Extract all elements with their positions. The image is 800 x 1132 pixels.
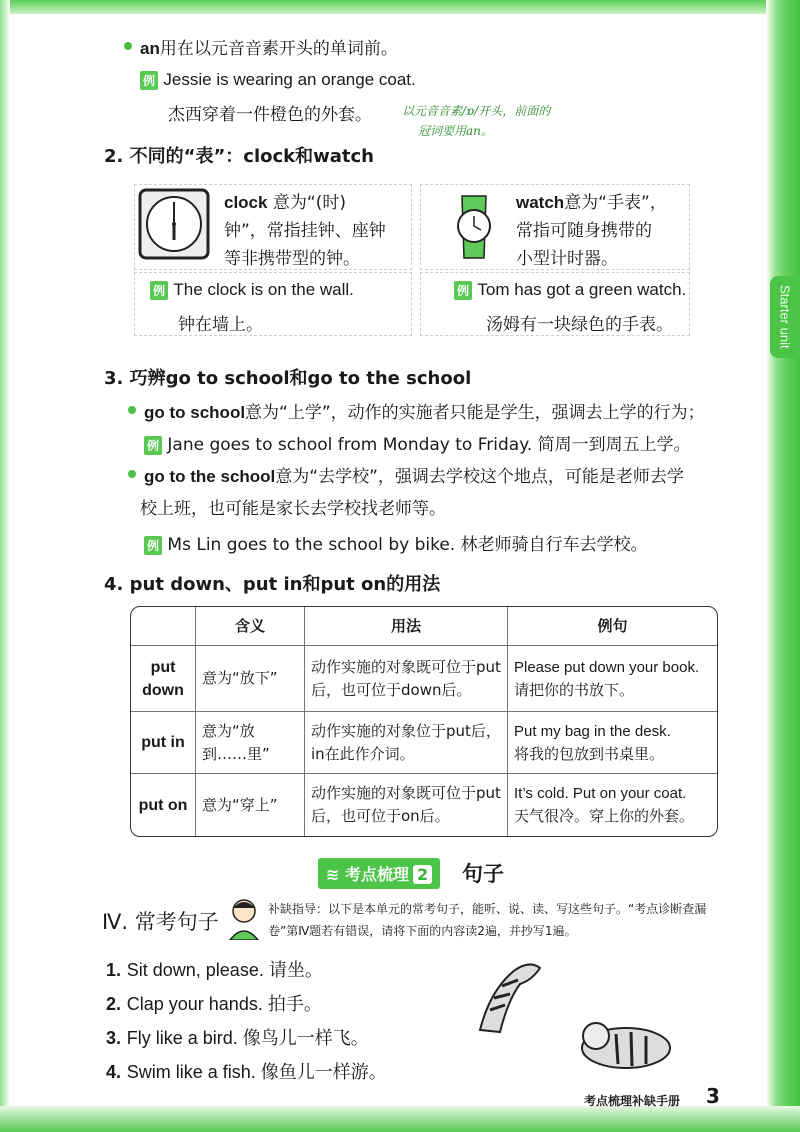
clock-example-en: The clock is on the wall. [173, 280, 354, 299]
sentence-item [106, 1024, 369, 1050]
clock-example-zh: 钟在墙上。 [178, 315, 263, 335]
example-tag: 例 [454, 281, 472, 300]
sentence-text: Sit down, please. 请坐。 [126, 960, 323, 980]
watch-desc-1 [516, 188, 667, 213]
part4-heading: Ⅳ. 常考句子 [102, 910, 219, 934]
table-cell-example [508, 774, 717, 836]
page-number: 3 [706, 1084, 720, 1108]
watch-desc-1-text: 意为“手表”， [564, 193, 667, 213]
section3-title: 3. 巧辨go to school和go to the school [104, 368, 472, 389]
clock-desc-3: 等非携带型的钟。 [224, 249, 360, 269]
section3-example1-text: Jane goes to school from Monday to Friday. 简周一到周五上学。 [167, 435, 691, 455]
table-cell-usage: 动作实施的对象位于put后，in在此作介词。 [305, 712, 508, 774]
table-header-row [131, 607, 717, 646]
jumping-tiger-icon [460, 950, 550, 1040]
example-zh: 请把你的书放下。 [514, 680, 635, 699]
usage-table [130, 606, 718, 837]
sentence-number: 3. [106, 1028, 122, 1048]
sentence-number: 1. [106, 960, 122, 980]
top-border [0, 0, 800, 14]
wristwatch-icon [446, 194, 502, 260]
watch-example-en: Tom has got a green watch. [477, 280, 687, 299]
section2-title: 2. 不同的“表”：clock和watch [104, 146, 374, 167]
sentence-text: Swim like a fish. 像鱼儿一样游。 [126, 1062, 387, 1082]
section3-example2 [144, 530, 648, 555]
example-en: Please put down your book. [514, 658, 700, 676]
watch-word: watch [516, 193, 565, 212]
sentence-item [106, 1058, 387, 1084]
section4-title: 4. put down、put in和put on的用法 [104, 574, 441, 595]
go-to-school-key: go to school [144, 403, 246, 422]
example-tag: 例 [144, 436, 162, 455]
example-zh: 天气很冷。穿上你的外套。 [514, 807, 695, 825]
table-cell-meaning: 意为“放到……里” [196, 712, 305, 774]
part4-guide: 补缺指导：以下是本单元的常考句子，能听、说、读、写这些句子。“考点诊断查漏卷”第Ⅳ题若有错误，请将下面的内容读2遍，并抄写1遍。 [268, 902, 707, 938]
bullet-icon [124, 42, 132, 50]
table-cell-usage: 动作实施的对象既可位于put后，也可位于on后。 [305, 774, 508, 836]
an-rule [140, 34, 398, 59]
clock-example [150, 280, 354, 300]
table-cell-meaning: 意为“穿上” [196, 774, 305, 836]
watch-example-zh: 汤姆有一块绿色的手表。 [486, 315, 673, 335]
table-row [131, 646, 717, 712]
teacher-avatar-icon [226, 896, 262, 940]
section-banner: ≋ 考点梳理 2 [318, 858, 440, 889]
table-cell-meaning: 意为“放下” [196, 646, 305, 712]
an-rule-text: 用在以元音音素开头的单词前。 [159, 39, 398, 59]
bottom-border [0, 1106, 800, 1132]
an-example [140, 70, 416, 90]
section3-bullet2 [144, 462, 684, 487]
sentence-item [106, 990, 322, 1016]
left-border [0, 0, 10, 1132]
wall-clock-icon [138, 188, 210, 260]
watch-desc-2: 常指可随身携带的 [516, 221, 652, 241]
table-header-cell: 含义 [196, 607, 305, 646]
watch-desc-3: 小型计时器。 [516, 249, 618, 269]
side-tab: Starter unit [770, 276, 800, 358]
banner-title: 句子 [462, 862, 504, 886]
section3-bullet2-cont: 校上班，也可能是家长去学校找老师等。 [140, 499, 446, 519]
clock-desc-1-text: 意为“(时) [272, 193, 346, 213]
handwritten-note-line1: 以元音音素/ɒ/开头，前面的 [402, 104, 551, 118]
go-to-the-school-key: go to the school [144, 467, 276, 486]
section3-example1 [144, 430, 691, 455]
table-cell-key: put on [131, 774, 196, 836]
handwritten-note-line2: 冠词要用an。 [418, 124, 493, 138]
clock-word: clock [224, 193, 268, 212]
sentence-text: Fly like a bird. 像鸟儿一样飞。 [126, 1028, 369, 1048]
table-cell-usage: 动作实施的对象既可位于put后，也可位于down后。 [305, 646, 508, 712]
table-header-cell: 例句 [508, 607, 717, 646]
sentence-number: 4. [106, 1062, 122, 1082]
table-row [131, 774, 717, 836]
table-cell-key: put down [131, 646, 196, 712]
footer-text: 考点梳理补缺手册 [584, 1094, 681, 1108]
banner-label: 考点梳理 [344, 865, 409, 884]
an-example-zh: 杰西穿着一件橙色的外套。 [168, 105, 372, 125]
banner-number: 2 [413, 865, 432, 884]
example-tag: 例 [150, 281, 168, 300]
example-en: Put my bag in the desk. [514, 722, 671, 740]
sentence-item [106, 956, 323, 982]
example-zh: 将我的包放到书桌里。 [514, 744, 665, 763]
an-word: an [140, 39, 160, 58]
clock-desc-1 [224, 188, 346, 213]
section3-example2-text: Ms Lin goes to the school by bike. 林老师骑自行车去学校。 [167, 535, 648, 555]
section3-bullet1 [144, 398, 705, 423]
table-row [131, 712, 717, 774]
watch-example [454, 280, 686, 300]
sentence-number: 2. [106, 994, 122, 1014]
an-example-en: Jessie is wearing an orange coat. [163, 70, 416, 89]
table-cell-key: put in [131, 712, 196, 774]
table-header-cell: 用法 [305, 607, 508, 646]
table-cell-example [508, 712, 717, 774]
example-en: It’s cold. Put on your coat. [514, 785, 687, 802]
bullet-icon [128, 470, 136, 478]
bullet-icon [128, 406, 136, 414]
go-to-school-text: 意为“上学”，动作的实施者只能是学生，强调去上学的行为； [245, 403, 705, 423]
right-border [766, 0, 800, 1132]
table-cell-example [508, 646, 717, 712]
table-header-cell [131, 607, 196, 646]
lying-tiger-icon [576, 1010, 676, 1076]
go-to-the-school-text: 意为“去学校”，强调去学校这个地点，可能是老师去学 [275, 467, 684, 487]
sentence-text: Clap your hands. 拍手。 [126, 994, 322, 1014]
example-tag: 例 [140, 71, 158, 90]
example-tag: 例 [144, 536, 162, 555]
clock-desc-2: 钟”，常指挂钟、座钟 [224, 221, 386, 241]
